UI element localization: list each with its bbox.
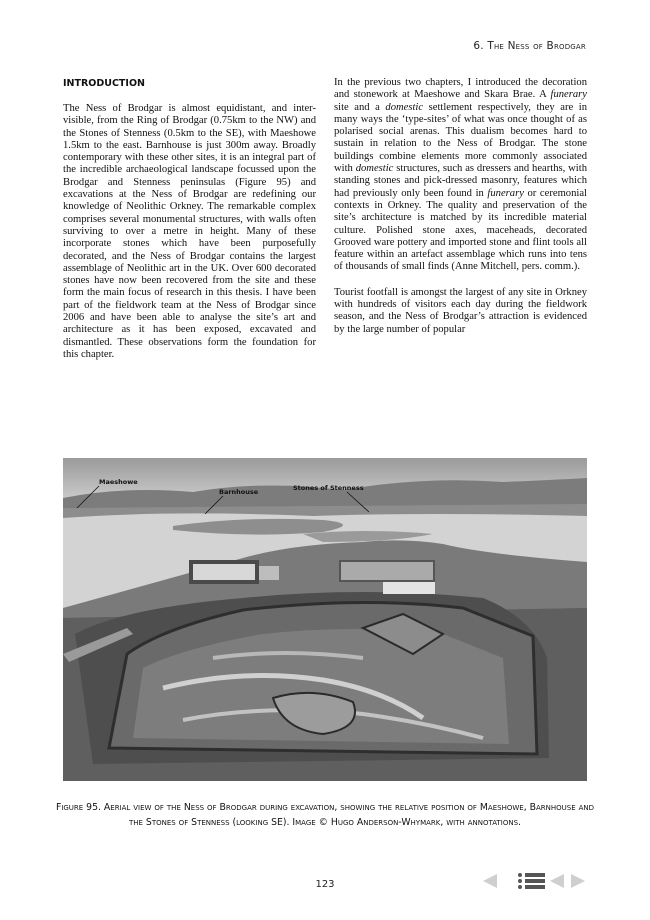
barnhouse-pointer	[205, 496, 223, 514]
annotation-pointers	[63, 458, 587, 781]
aerial-photograph	[63, 458, 587, 781]
tourist-paragraph: Tourist footfall is amongst the largest of any site in Orkney with hundreds of visitors each day during the fieldwork season, and the Ness of Brodgar’s attraction is evidenced by the large number of popular	[334, 286, 587, 335]
maeshowe-label: Maeshowe	[99, 478, 138, 486]
barnhouse-label: Barnhouse	[219, 488, 259, 496]
maeshowe-pointer	[77, 486, 99, 508]
next-page-arrow-icon[interactable]	[569, 872, 587, 890]
previous-chapters-paragraph: In the previous two chapters, I introduced the decoration and stonework at Maeshowe and Skara Brae. A funerary site and a domestic settlement respectively, they are in many ways the ‘type-sites’ of what was once thought of as polarised social arenas. This dualism becomes hard to sustain in relation to the Ness of Brodgar. The stone buildings combine elements more commonly associated with domestic structures, such as dressers and hearths, with standing stones and pick-dressed masonry, features which had previously only been found in funerary or ceremonial contexts in Orkney. The quality and preservation of the site’s architecture is matched by its incredible material culture. Polished stone axes, maceheads, decorated Grooved ware pottery and imported stone and flint tools all feature within an artefact assemblage which runs into tens of thousands of small finds (Anne Mitchell, pers. comm.).	[334, 77, 587, 273]
right-column	[334, 77, 587, 374]
intro-paragraph: The Ness of Brodgar is almost equidistant, and inter-visible, from the Ring of Brodgar (0.75km to the NW) and the Stones of Stenness (0.5km to the SE), with Maeshowe 1.5km to the east. Barnhouse is just 300m away. Broadly contemporary with these other sites, it is an integral part of the incredible archaeological landscape focussed upon the Brodgar and Stenness peninsulas (Figure 95) and excavations at the Ness of Brodgar are redefining our knowledge of Neolithic Orkney. The remarkable complex comprises several monumental structures, with walls often surviving to over a metre in height. Many of these incorporate stones which have been purposefully decorated, and the Ness of Brodgar contains the largest assemblage of Neolithic art in the UK. Over 600 decorated stones have now been recovered from the site and these form the main focus of research in this thesis. I have been part of the fieldwork team at the Ness of Brodgar since 2006 and have been able to analyse the site’s art and architecture as it has been exposed, excavated and dismantled. These observations form the foundation for this chapter.	[63, 103, 316, 360]
previous-page-arrow-icon[interactable]	[481, 872, 499, 890]
back-arrow-icon[interactable]	[548, 872, 566, 890]
stenness-pointer	[347, 492, 369, 512]
stones-of-stenness-label: Stones of Stenness	[293, 484, 364, 492]
text-columns	[63, 77, 587, 374]
section-heading: INTRODUCTION	[63, 78, 145, 89]
running-head: 6. The Ness of Brodgar	[473, 40, 586, 52]
figure-caption: Figure 95. Aerial view of the Ness of Brodgar during excavation, showing the relative position of Maeshowe, Barnhouse and the Stones of Stenness (looking SE). Image © Hugo Anderson-Whymark, with annotations.	[55, 802, 595, 828]
page-number: 123	[315, 879, 335, 890]
table-of-contents-icon[interactable]	[517, 872, 547, 890]
left-column	[63, 77, 316, 374]
